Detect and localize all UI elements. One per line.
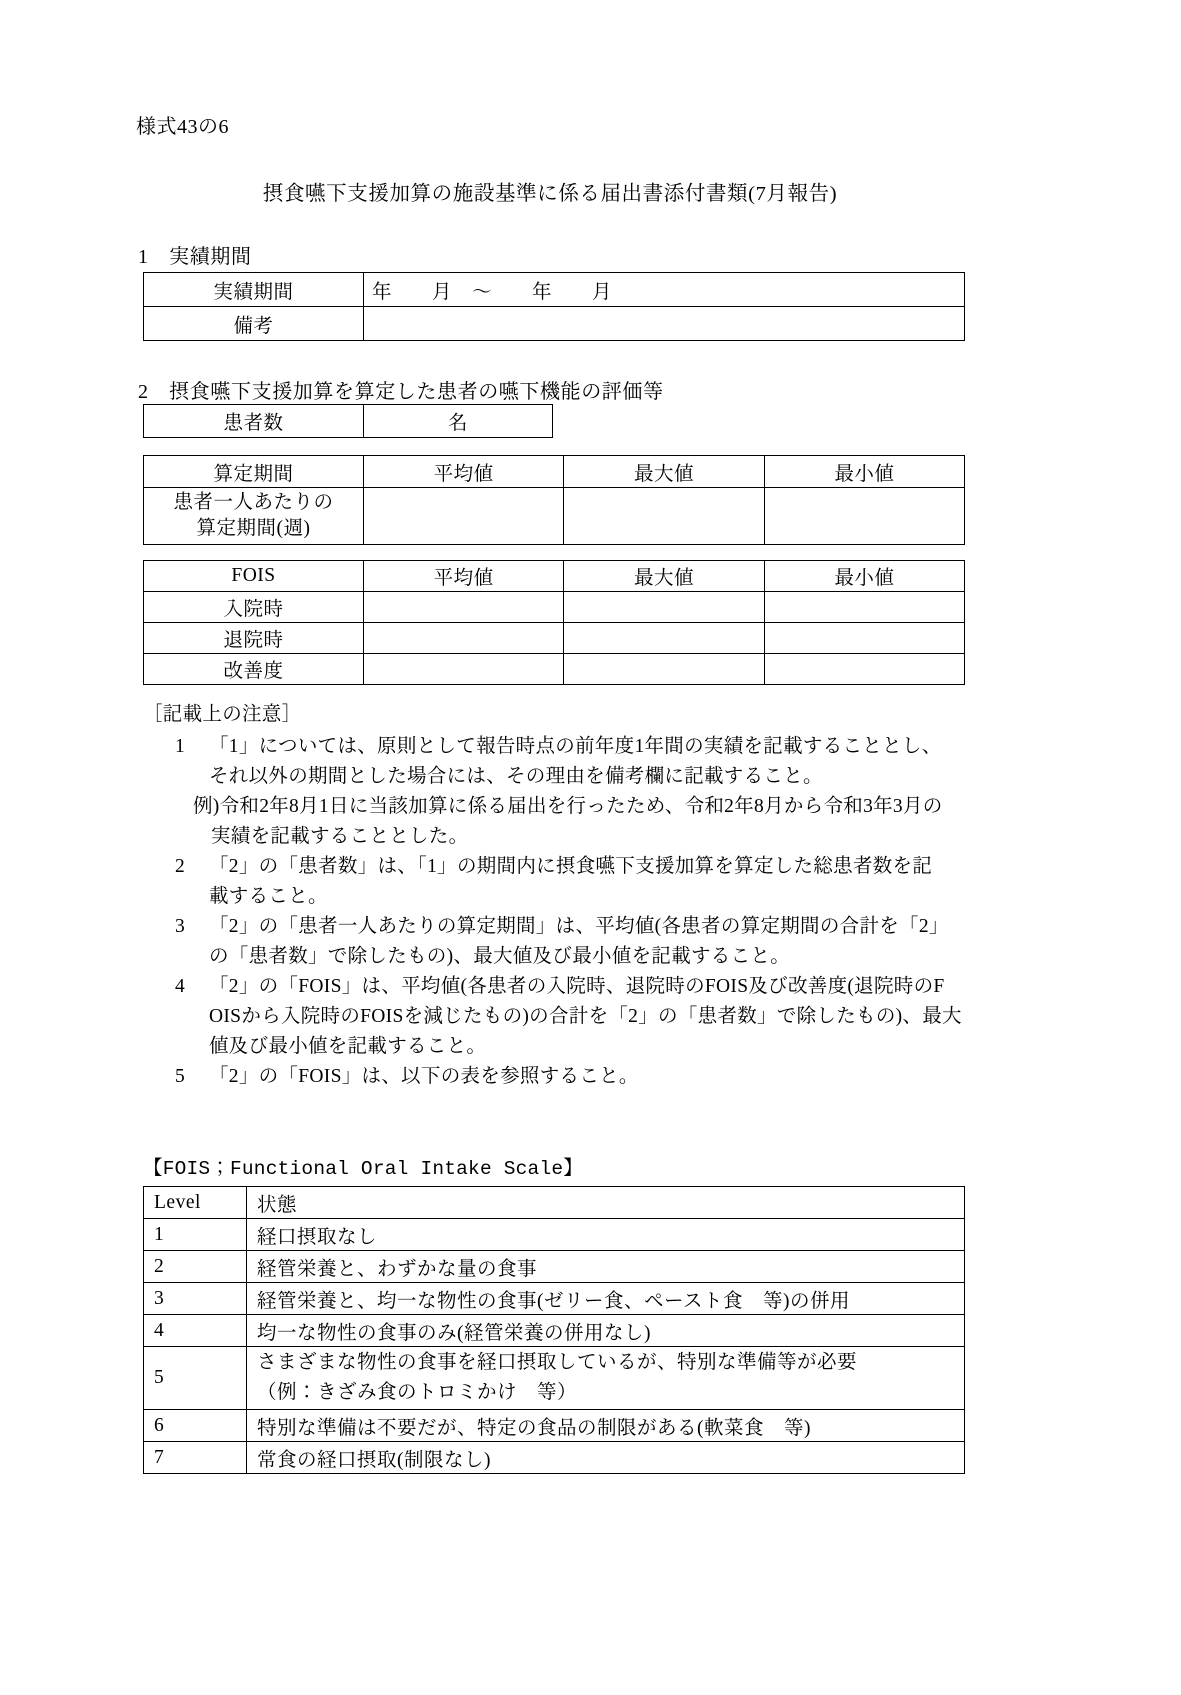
note-item (175, 972, 983, 1062)
note-number: 5 (175, 1066, 186, 1087)
fois-header-label: FOIS (144, 561, 364, 592)
fois-row-label-discharge: 退院時 (144, 623, 364, 654)
fois-row-label-admission: 入院時 (144, 592, 364, 623)
note-line: 「2」の「患者一人あたりの算定期間」は、平均値(各患者の算定期間の合計を「2」 (209, 916, 949, 937)
calc-period-header-min: 最小値 (764, 456, 964, 488)
fois-improvement-min-cell[interactable] (764, 654, 964, 685)
patient-count-label: 患者数 (144, 405, 364, 438)
fois-improvement-max-cell[interactable] (564, 654, 764, 685)
note-example (193, 792, 983, 852)
calc-period-header-label: 算定期間 (144, 456, 364, 488)
table-row (144, 1283, 965, 1315)
fois-level-value: 7 (144, 1442, 247, 1474)
note-line: 値及び最小値を記載すること。 (209, 1036, 487, 1057)
fois-admission-min-cell[interactable] (764, 592, 964, 623)
fois-scale-header-level: Level (144, 1187, 247, 1219)
fois-state-value: 特別な準備は不要だが、特定の食品の制限がある(軟菜食 等) (247, 1410, 965, 1442)
note-line: 載すること。 (209, 886, 328, 907)
fois-level-value: 4 (144, 1315, 247, 1347)
calc-period-average-cell[interactable] (364, 488, 564, 545)
fois-level-value: 6 (144, 1410, 247, 1442)
calc-period-min-cell[interactable] (764, 488, 964, 545)
fois-row-label-improvement: 改善度 (144, 654, 364, 685)
note-number: 1 (175, 736, 186, 757)
fois-state-value (247, 1347, 965, 1410)
fois-scale-header-state: 状態 (247, 1187, 965, 1219)
note-text (209, 1062, 983, 1092)
calc-period-row-label-line1: 患者一人あたりの (173, 492, 334, 513)
fois-state-value: 経口摂取なし (247, 1219, 965, 1251)
fois-discharge-average-cell[interactable] (364, 623, 564, 654)
remarks-value[interactable] (364, 307, 965, 341)
table-row (144, 405, 553, 438)
calculation-period-table (143, 455, 965, 545)
note-line: 「1」については、原則として報告時点の前年度1年間の実績を記載することとし、 (209, 736, 942, 757)
note-number: 2 (175, 856, 186, 877)
table-header-row (144, 1187, 965, 1219)
table-row (144, 307, 965, 341)
table-header-row (144, 456, 965, 488)
note-item (175, 1062, 983, 1092)
fois-level-value: 5 (144, 1347, 247, 1410)
patient-count-value[interactable]: 名 (364, 405, 553, 438)
table-row (144, 1442, 965, 1474)
calc-period-max-cell[interactable] (564, 488, 764, 545)
remarks-label: 備考 (144, 307, 364, 341)
note-item (175, 852, 983, 912)
fois-state-line: さまざまな物性の食事を経口摂取しているが、特別な準備等が必要 (257, 1352, 858, 1373)
fois-statistics-table (143, 560, 965, 685)
note-text (209, 732, 983, 792)
fois-level-value: 3 (144, 1283, 247, 1315)
calc-period-row-label-line2: 算定期間(週) (196, 518, 311, 539)
note-number: 4 (175, 976, 186, 997)
form-id: 様式43の6 (136, 116, 229, 138)
note-line: 「2」の「FOIS」は、平均値(各患者の入院時、退院時のFOIS及び改善度(退院時のF (209, 976, 945, 997)
note-text (209, 972, 983, 1062)
note-text (209, 912, 983, 972)
fois-scale-table (143, 1186, 965, 1474)
fois-scale-title: 【FOIS；Functional Oral Intake Scale】 (143, 1158, 583, 1180)
table-row (144, 1315, 965, 1347)
fois-state-value: 均一な物性の食事のみ(経管栄養の併用なし) (247, 1315, 965, 1347)
table-row (144, 1251, 965, 1283)
table-row (144, 1410, 965, 1442)
note-text (209, 852, 983, 912)
table-row (144, 1219, 965, 1251)
calc-period-row-label (144, 488, 364, 545)
table-row (144, 623, 965, 654)
notes-title: ［記載上の注意］ (143, 704, 302, 725)
fois-discharge-min-cell[interactable] (764, 623, 964, 654)
note-line: 「2」の「患者数」は、「1」の期間内に摂食嚥下支援加算を算定した総患者数を記 (209, 856, 933, 877)
calc-period-header-max: 最大値 (564, 456, 764, 488)
note-number: 3 (175, 916, 186, 937)
note-line: OISから入院時のFOISを減じたもの)の合計を「2」の「患者数」で除したもの)、最大 (209, 1006, 962, 1027)
fois-header-min: 最小値 (764, 561, 964, 592)
note-line: 「2」の「FOIS」は、以下の表を参照すること。 (209, 1066, 639, 1087)
calc-period-header-average: 平均値 (364, 456, 564, 488)
fois-header-average: 平均値 (364, 561, 564, 592)
note-example-line: 実績を記載することとした。 (211, 826, 469, 847)
note-line: の「患者数」で除したもの)、最大値及び最小値を記載すること。 (209, 946, 790, 967)
table-row (144, 592, 965, 623)
fois-header-max: 最大値 (564, 561, 764, 592)
section-1-heading: 1 実績期間 (138, 246, 252, 268)
table-row (144, 654, 965, 685)
fois-state-value: 常食の経口摂取(制限なし) (247, 1442, 965, 1474)
notes-block (143, 700, 983, 1092)
table-row (144, 488, 965, 545)
performance-period-table (143, 272, 965, 341)
fois-state-value: 経管栄養と、わずかな量の食事 (247, 1251, 965, 1283)
performance-period-label: 実績期間 (144, 273, 364, 307)
fois-improvement-average-cell[interactable] (364, 654, 564, 685)
performance-period-text: 年 月 〜 年 月 (372, 281, 613, 303)
fois-discharge-max-cell[interactable] (564, 623, 764, 654)
fois-level-value: 2 (144, 1251, 247, 1283)
table-header-row (144, 561, 965, 592)
note-item (175, 732, 983, 792)
patient-count-table (143, 404, 553, 438)
performance-period-value[interactable] (364, 273, 965, 307)
table-row (144, 1347, 965, 1410)
fois-admission-average-cell[interactable] (364, 592, 564, 623)
note-item (175, 912, 983, 972)
fois-state-line: （例：きざみ食のトロミかけ 等） (257, 1382, 578, 1403)
fois-admission-max-cell[interactable] (564, 592, 764, 623)
fois-level-value: 1 (144, 1219, 247, 1251)
note-example-line: 例)令和2年8月1日に当該加算に係る届出を行ったため、令和2年8月から令和3年3月の (193, 796, 943, 817)
section-2-heading: 2 摂食嚥下支援加算を算定した患者の嚥下機能の評価等 (138, 381, 664, 403)
table-row (144, 273, 965, 307)
fois-state-value: 経管栄養と、均一な物性の食事(ゼリー食、ペースト食 等)の併用 (247, 1283, 965, 1315)
page-title: 摂食嚥下支援加算の施設基準に係る届出書添付書類(7月報告) (262, 183, 838, 205)
note-line: それ以外の期間とした場合には、その理由を備考欄に記載すること。 (209, 766, 823, 787)
